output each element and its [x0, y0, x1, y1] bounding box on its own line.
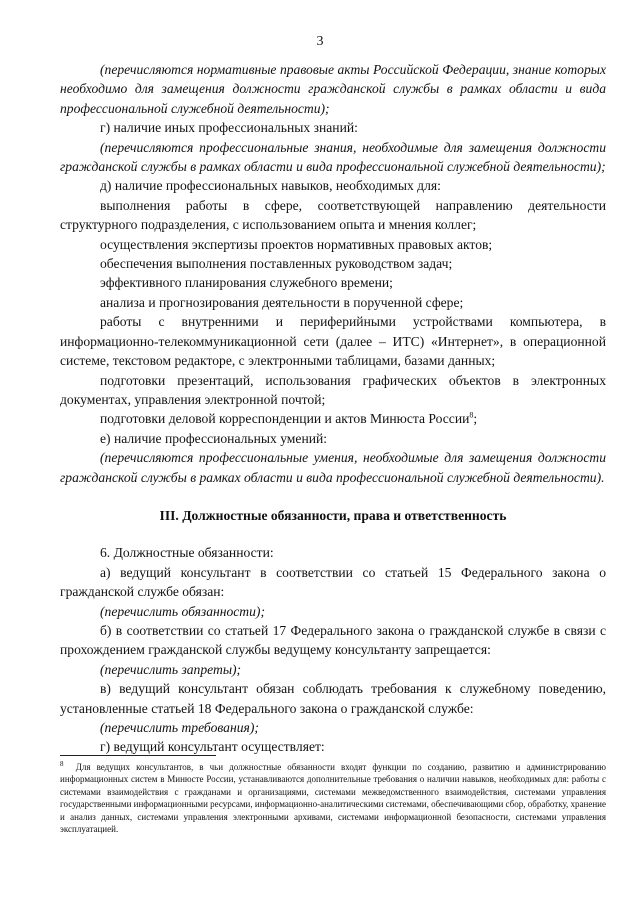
paragraph-skill-presentations: подготовки презентаций, использования графических объектов в электронных документах, управления электронной почтой;: [60, 372, 606, 407]
paragraph-duties-g: г) ведущий консультант осуществляет:: [100, 739, 325, 755]
section-heading: III. Должностные обязанности, права и ответственность: [159, 507, 507, 523]
paragraph-skill-planning: эффективного планирования служебного времени;: [100, 275, 393, 291]
footnote-mark: 8: [60, 760, 64, 768]
document-body: [60, 60, 606, 757]
paragraph-list-prohibitions: (перечислить запреты);: [100, 661, 242, 677]
paragraph-skill-work: выполнения работы в сфере, соответствующей направлению деятельности структурного подразделения, с использованием опыта и мнения коллег;: [60, 197, 606, 233]
paragraph-duties-intro: 6. Должностные обязанности:: [100, 545, 274, 561]
paragraph-skill-correspondence-end: ;: [473, 411, 478, 427]
footnote-reference[interactable]: 8: [469, 410, 474, 420]
paragraph-other-knowledge: г) наличие иных профессиональных знаний:: [100, 120, 358, 136]
paragraph-skill-computer: работы с внутренними и периферийными устройствами компьютера, в информационно-телекоммуникационной сети (далее – ИТС) «Интернет», в операционной системе, текстовом редакторе, с электронными таблицами, базами данных;: [60, 314, 606, 369]
paragraph-skill-analysis: анализа и прогнозирования деятельности в порученной сфере;: [100, 294, 464, 310]
paragraph-duties-b: б) в соответствии со статьей 17 Федерального закона о гражданской службе в связи с прохождением гражданской службы ведущему консультанту запрещается:: [60, 622, 606, 658]
footnote-paragraph: [60, 761, 606, 835]
paragraph-skill-expertise: осуществления экспертизы проектов нормативных правовых актов;: [100, 236, 493, 252]
paragraph-duties-v: в) ведущий консультант обязан соблюдать требования к служебному поведению, установленные статьей 18 Федерального закона о гражданской службе:: [60, 681, 606, 716]
footnote: [60, 761, 606, 835]
page-number: 3: [316, 34, 324, 49]
paragraph-list-requirements: (перечислить требования);: [100, 720, 259, 735]
paragraph-skill-tasks: обеспечения выполнения поставленных руководством задач;: [100, 256, 453, 272]
footnote-separator: [60, 755, 216, 756]
paragraph-skills-intro: д) наличие профессиональных навыков, необходимых для:: [100, 178, 441, 194]
paragraph-professional-knowledge: (перечисляются профессиональные знания, необходимые для замещения должности гражданской службы в рамках области и вида профессиональной служебной деятельности);: [60, 139, 606, 175]
paragraph-abilities-intro: е) наличие профессиональных умений:: [100, 430, 328, 446]
paragraph-duties-a: а) ведущий консультант в соответствии со статьей 15 Федерального закона о гражданской службе обязан:: [60, 564, 606, 600]
paragraph-legal-acts: (перечисляются нормативные правовые акты Российской Федерации, знание которых необходимо для замещения должности гражданской службы в рамках области и вида профессиональной служебной деятельности);: [60, 62, 606, 116]
paragraph-skill-correspondence: [60, 409, 606, 428]
paragraph-list-duties: (перечислить обязанности);: [100, 603, 265, 619]
paragraph-skill-correspondence-text: подготовки деловой корреспонденции и актов Минюста России: [100, 411, 470, 427]
footnote-text: Для ведущих консультантов, в чьи должностные обязанности входят функции по созданию, развитию и администрированию информационных систем в Минюсте России, устанавливаются дополнительные требования о наличии навыков, необходимых для: работы с системами взаимодействия с гражданами и организациями, системами межведомственного взаимодействия, системами управления государственными информационными ресурсами, информационно-аналитическими системами, обеспечивающими сбор, обработку, хранение и анализ данных, системами управления электронными архивами, системами информационной безопасности, системами управления эксплуатацией.: [60, 762, 607, 835]
paragraph-professional-abilities: (перечисляются профессиональные умения, необходимые для замещения должности гражданской службы в рамках области и вида профессиональной служебной деятельности).: [60, 450, 606, 485]
